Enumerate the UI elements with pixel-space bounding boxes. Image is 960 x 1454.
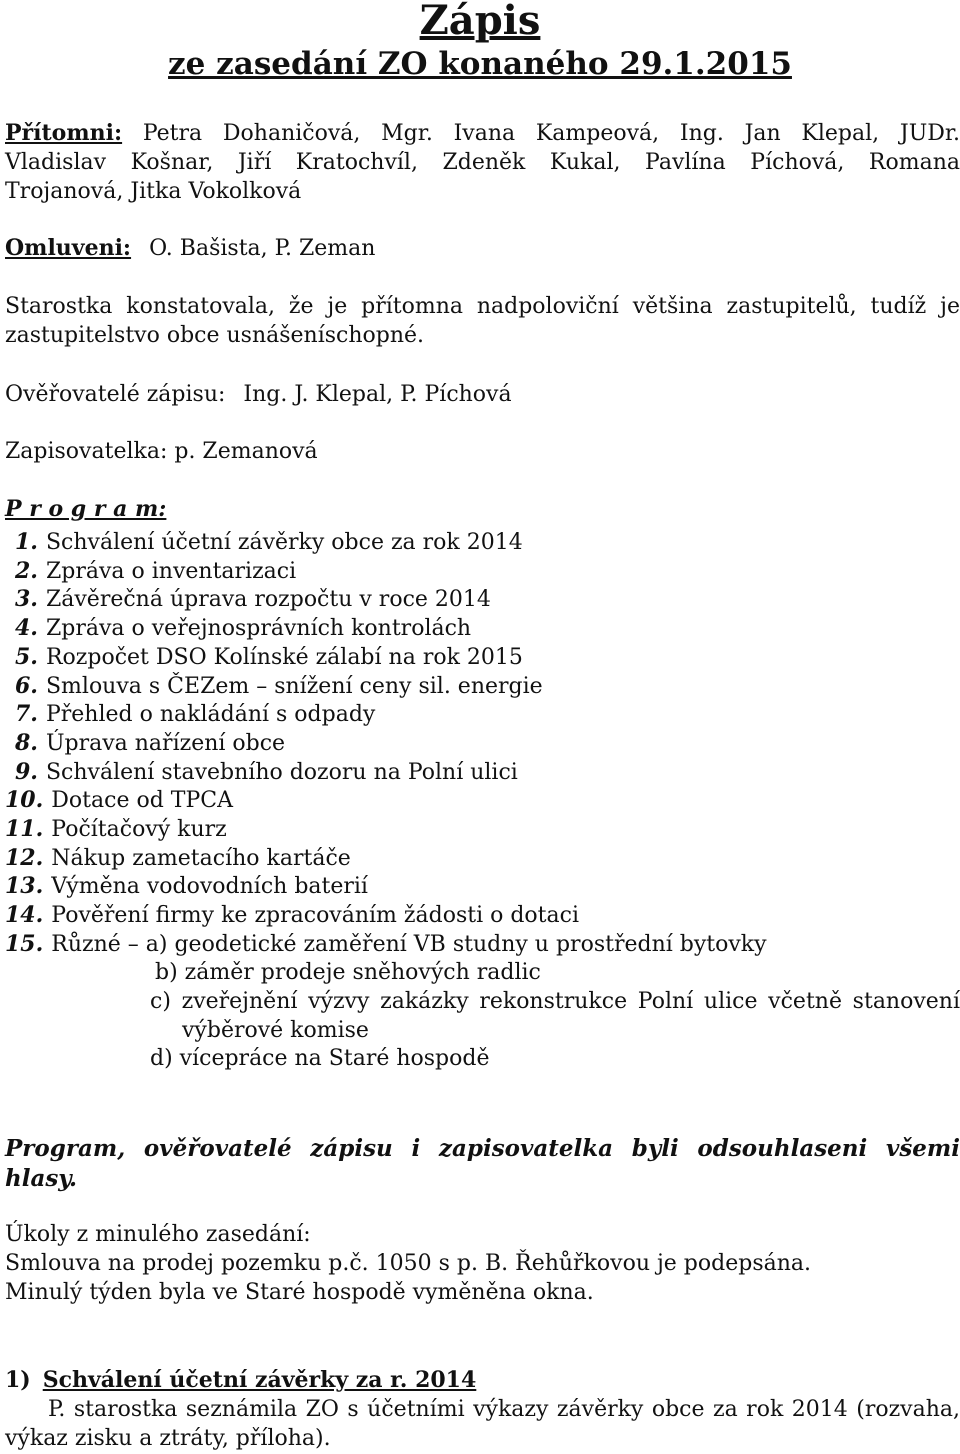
program-item-number: 8. (15, 730, 38, 756)
excused-label: Omluveni: (5, 235, 132, 261)
program-item (5, 815, 227, 844)
program-item-number: 4. (15, 615, 38, 641)
program-item (5, 844, 351, 873)
program-item (5, 901, 579, 930)
excused-line (5, 234, 375, 263)
section-1-title: Schválení účetní závěrky za r. 2014 (42, 1367, 477, 1393)
tasks-heading: Úkoly z minulého zasedání: (5, 1222, 311, 1247)
recorder-name: p. Zemanová (174, 439, 318, 464)
verifiers-names: Ing. J. Klepal, P. Píchová (243, 382, 512, 407)
program-item-number: 2. (15, 558, 38, 584)
program-item-number: 9. (15, 759, 38, 785)
program-item-number: 11. (5, 816, 44, 842)
program-item (15, 700, 375, 729)
program-item-number: 14. (5, 902, 44, 928)
quorum-line-2: zastupitelstvo obce usnášeníschopné. (5, 323, 425, 348)
task-item: Smlouva na prodej pozemku p.č. 1050 s p. B. Řehůřkovou je podepsána. (5, 1251, 812, 1276)
verifiers-label: Ověřovatelé zápisu: (5, 382, 226, 407)
document-subtitle: ze zasedání ZO konaného 29.1.2015 (168, 46, 792, 82)
quorum-line-1: Starostka konstatovala, že je přítomna nadpoloviční většina zastupitelů, tudíž je (5, 294, 960, 319)
program-item (5, 930, 767, 959)
program-item-number: 3. (15, 586, 38, 612)
program-item-text: Úprava nařízení obce (45, 731, 286, 756)
program-item (15, 614, 471, 643)
program-item-text: Výměna vodovodních baterií (51, 874, 368, 899)
program-item-text: Různé – a) geodetické zaměření VB studny u prostřední bytovky (51, 932, 767, 957)
program-item (15, 758, 518, 787)
program-item-text: Smlouva s ČEZem – snížení ceny sil. energie (45, 674, 543, 699)
program-item-number: 13. (5, 873, 44, 899)
task-item: Minulý týden byla ve Staré hospodě vyměněna okna. (5, 1280, 594, 1305)
program-item (15, 557, 296, 586)
present-label: Přítomni: (5, 120, 123, 146)
program-item (5, 872, 368, 901)
program-item-number: 1. (15, 529, 38, 555)
various-item-c-line-2: výběrové komise (182, 1018, 369, 1043)
verifiers-line (5, 380, 512, 409)
section-1-text-line-1: P. starostka seznámila ZO s účetními výkazy závěrky obce za rok 2014 (rozvaha, (48, 1397, 960, 1422)
program-item-text: Nákup zametacího kartáče (51, 846, 351, 871)
program-item (15, 528, 523, 557)
program-item-text: Dotace od TPCA (51, 788, 233, 813)
present-line-1 (5, 119, 960, 148)
recorder-label: Zapisovatelka: (5, 439, 168, 464)
program-item (15, 585, 491, 614)
program-heading: P r o g r a m: (5, 496, 167, 522)
program-item-number: 6. (15, 673, 38, 699)
document-title: Zápis (419, 0, 541, 44)
program-item-text: Rozpočet DSO Kolínské zálabí na rok 2015 (45, 645, 523, 670)
various-item-d: d) vícepráce na Staré hospodě (150, 1046, 490, 1071)
present-line-3: Trojanová, Jitka Vokolková (5, 179, 302, 204)
recorder-line (5, 437, 318, 466)
program-item-number: 10. (5, 787, 44, 813)
program-item-text: Schválení účetní závěrky obce za rok 2014 (45, 530, 523, 555)
present-names-1: Petra Dohaničová, Mgr. Ivana Kampeová, Ing. Jan Klepal, JUDr. (142, 121, 960, 146)
section-1-heading (5, 1366, 476, 1395)
program-item-number: 5. (15, 644, 38, 670)
program-item-text: Zpráva o veřejnosprávních kontrolách (45, 616, 472, 641)
excused-names: O. Bašista, P. Zeman (149, 236, 376, 261)
various-item-c-line-1: c) zveřejnění výzvy zakázky rekonstrukce Polní ulice včetně stanovení (150, 989, 960, 1014)
program-item (5, 786, 233, 815)
program-item-text: Počítačový kurz (51, 817, 227, 842)
program-item-text: Přehled o nakládání s odpady (45, 702, 376, 727)
program-item-text: Pověření firmy ke zpracováním žádosti o dotaci (51, 903, 579, 928)
program-item-text: Schválení stavebního dozoru na Polní ulici (45, 760, 518, 785)
approval-line-1: Program, ověřovatelé zápisu i zapisovatelka byli odsouhlaseni všemi (5, 1135, 960, 1162)
program-item (15, 672, 543, 701)
section-1-number: 1) (5, 1367, 31, 1393)
program-item-number: 7. (15, 701, 38, 727)
various-item-b: b) záměr prodeje sněhových radlic (155, 960, 541, 985)
program-item (15, 643, 523, 672)
program-item (15, 729, 285, 758)
present-line-2: Vladislav Košnar, Jiří Kratochvíl, Zdeněk Kukal, Pavlína Píchová, Romana (5, 150, 960, 175)
program-item-text: Zpráva o inventarizaci (45, 559, 297, 584)
section-1-text-line-2: výkaz zisku a ztráty, příloha). (5, 1426, 331, 1451)
program-item-number: 15. (5, 931, 44, 957)
approval-line-2: hlasy. (5, 1165, 78, 1192)
program-item-number: 12. (5, 845, 44, 871)
program-item-text: Závěrečná úprava rozpočtu v roce 2014 (45, 587, 491, 612)
